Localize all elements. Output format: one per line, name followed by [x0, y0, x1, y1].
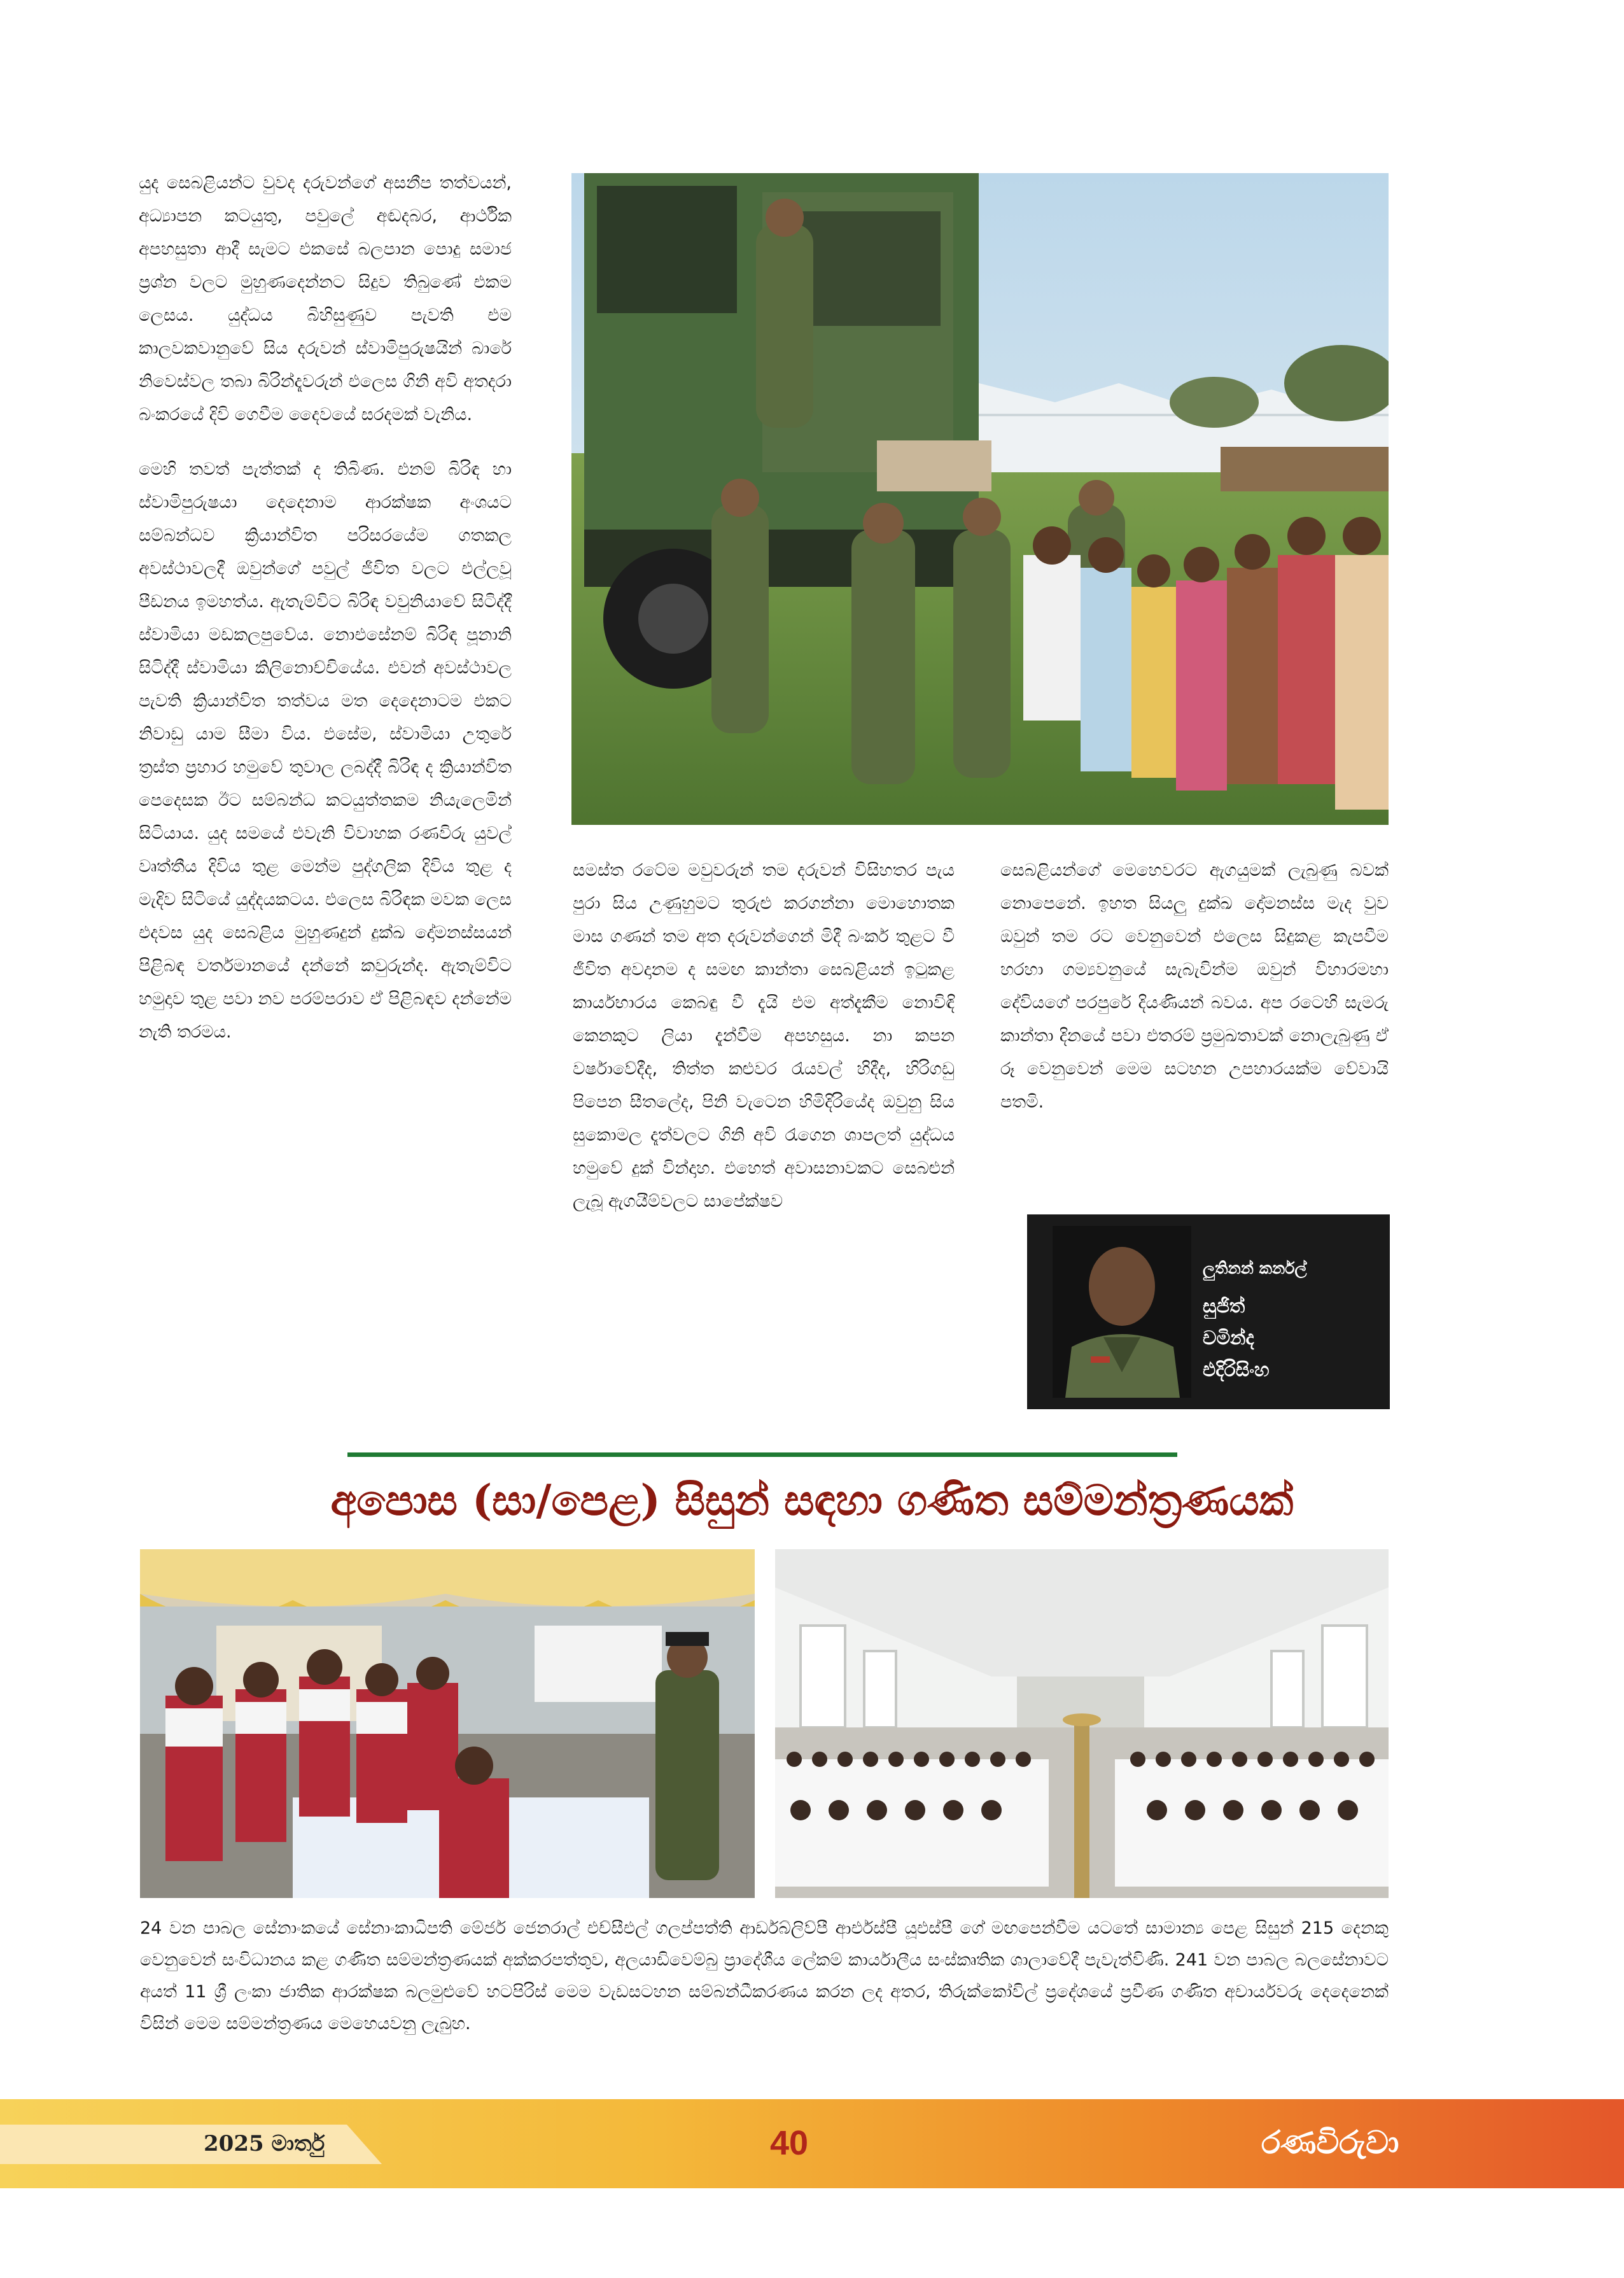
author-name-line: එදිරිසිංහ [1203, 1359, 1270, 1381]
author-rank: ලුතිනන් කර්නල් [1203, 1259, 1307, 1277]
magazine-logo: රණවිරුවා [1261, 2123, 1399, 2161]
students-registration-photo [140, 1549, 755, 1898]
soldiers-distribution-photo [571, 173, 1389, 825]
author-name-line: සුජිත් [1203, 1295, 1245, 1318]
page-number: 40 [770, 2124, 809, 2162]
issue-date: 2025 මාර්තු [204, 2131, 325, 2156]
article-paragraph: සමස්ත රටේම මවුවරුන් තම දරුවන් විසිහතර පැය පුරා සිය උණුහුමට තුරුළු කරගන්නා මොහොතක මාස ගණන් තම අත දරුවන්ගෙන් මිදී බංකර් තුළට වී ජීවිත අවදානම ද සමඟ කාන්තා සෙබළියන් ඉටුකළ කාර්යභාරය කෙබඳු වී දැයි එම අත්දැකීම නොවිඳි කෙනකුට ලියා දැන්වීම අපහසුය. නා කපන වර්ෂාවේදීද, තිත්ත කළුවර රැයවල් හිදීද, හිරිගඩු පිපෙන සීතලේද, පිනි වැටෙන හිමිදිරියේද ඔවුනු සිය සුකොමල දෑත්වලට ගිනි අවි රැගෙන ශාපලත් යුද්ධය හමුවේ දුක් වින්දාහ. එහෙත් අවාසනාවකට සෙබළුන් ලැබූ ඇගයීම්වලට සාපේක්ෂව [573, 861, 955, 1211]
article-column-1 [139, 167, 512, 1071]
author-byline-box [1027, 1214, 1390, 1409]
article-column-3 [1000, 854, 1389, 1141]
seminar-hall-photo [775, 1549, 1389, 1898]
article-paragraph: යුද සෙබළියන්ට වුවද දරුවන්ගේ අසනීප තත්වයන්, අධ්‍යාපන කටයුතු, පවුලේ අඬදබර, ආර්ථික අපහසුතා ආදී සැමට එකසේ බලපාන පොදු සමාජ ප්‍රශ්න වලට මුහුණදෙන්නට සිදුව තිබුණේ එකම ලෙසය. යුද්ධය බිහිසුණුව පැවති එම කාලවකවානුවේ සිය දරුවන් ස්වාමිපුරුෂයින් බාරේ නිවෙස්වල තබා බිරින්දෑවරුන් එලෙස ගිනි අවි අතදරා බංකරයේ දිවි ගෙවීම දෛවයේ සරදමක් වැනිය. [139, 173, 512, 425]
article-paragraph: මෙහි තවත් පැත්තක් ද තිබිණ. එනම් බිරිඳ හා ස්වාමිපුරුෂයා දෙදෙනාම ආරක්ෂක අංශයට සම්බන්ධව ක්‍රියාන්විත පරිසරයේම ගතකල අවස්ථාවලදී ඔවුන්ගේ පවුල් ජීවිත වලට එල්ලවූ පීඩනය ඉමහත්ය. ඇතැම්විට බිරිඳ වවුනියාවේ සිටිද්දී ස්වාමියා මඩකලපුවේය. නොඑසේනම් බිරිඳ පූනානි සිටිද්දී ස්වාමියා කිලිනොච්චියේය. එවන් අවස්ථාවල පැවති ක්‍රියාන්විත තත්වය මත දෙදෙනාටම එකට නිවාඩු යාම සීමා විය. එසේම, ස්වාමියා උතුරේ ත්‍රස්ත ප්‍රහාර හමුවේ තුවාල ලබද්දී බිරිඳ ද ක්‍රියාන්විත පෙදෙසක ඊට සම්බන්ධ කටයුත්තකම නියැලෙමින් සිටියාය. යුද සමයේ එවැනි විවාහක රණවිරු යුවල් වෘත්තීය දිවිය තුළ මෙන්ම පුද්ගලික දිවිය තුළ ද මැදිව සිටියේ යුද්දයකටය. එලෙස බිරිඳක මවක ලෙස එදවස යුද සෙබළිය මුහුණදුන් දුක්ඛ දෝමනස්සයන් පිළිබඳ වර්තමානයේ දන්නේ කවුරුන්ද. ඇතැම්විට හමුදාව තුළ පවා නව පරම්පරාව ඒ පිළිබඳව දන්නේම නැති තරමය. [139, 460, 512, 1042]
article-column-2 [573, 854, 955, 1240]
author-photo [1053, 1226, 1191, 1398]
headline: අපොස (සා/පෙළ) සිසුන් සඳහා ගණිත සම්මන්ත්‍රණයක් [330, 1475, 1294, 1525]
author-name [1203, 1291, 1270, 1386]
section-divider [347, 1452, 1177, 1457]
page-footer [0, 2099, 1624, 2188]
author-name-line: චමින්ද [1203, 1327, 1254, 1349]
photo-caption: 24 වන පාබල සේනාංකයේ සේනාංකාධිපති මේජර් ජෙනරාල් එච්සීඑල් ගලප්පත්ති ආර්ඩබ්ලිව්පී ආර්එස්පී යූඑස්පී ගේ මඟපෙන්වීම යටතේ සාමාන්‍ය පෙළ සිසුන් 215 දෙනකු වෙනුවෙන් සංවිධානය කළ ගණිත සම්මන්ත්‍රණයක් අක්කරපත්තුව, අලයාඩිවෙම්බු ප්‍රාදේශීය ලේකම් කාර්යාලීය සංස්කෘතික ශාලාවේදී පැවැත්විණි. 241 වන පාබල බලසේනාවට අයත් 11 ශ්‍රී ලංකා ජාතික ආරක්ෂක බලමුළුවේ හටපිරිස් මෙම වැඩසටහන සම්බන්ධීකරණය කරන ලද අතර, තිරුක්කෝවිල් ප්‍රදේශයේ ප්‍රවීණ ගණිත අචාර්යවරු දෙදෙනෙක් විසින් මෙම සම්මන්ත්‍රණය මෙහෙයවනු ලැබුහ. [140, 1918, 1389, 2034]
article-paragraph: සෙබළියන්ගේ මෙහෙවරට ඇගයුමක් ලැබුණු බවක් නොපෙනේ. ඉහත සියලු දුක්ඛ දෝමනස්ස මැද වුව ඔවුන් තම රට වෙනුවෙන් එලෙස සිදුකළ කැපවීම හරහා ගම්‍යවනුයේ සැබැවින්ම ඔවුන් විහාරමහා දේවියගේ පරපුරේ දියණියන් බවය. අප රටෙහි සැමරු කාන්තා දිනයේ පවා එතරම් ප්‍රමුඛතාවක් නොලැබුණු ඒ රූ වෙනුවෙන් මෙම සටහන උපහාරයක්ම වේවායි පතමි. [1000, 861, 1389, 1112]
